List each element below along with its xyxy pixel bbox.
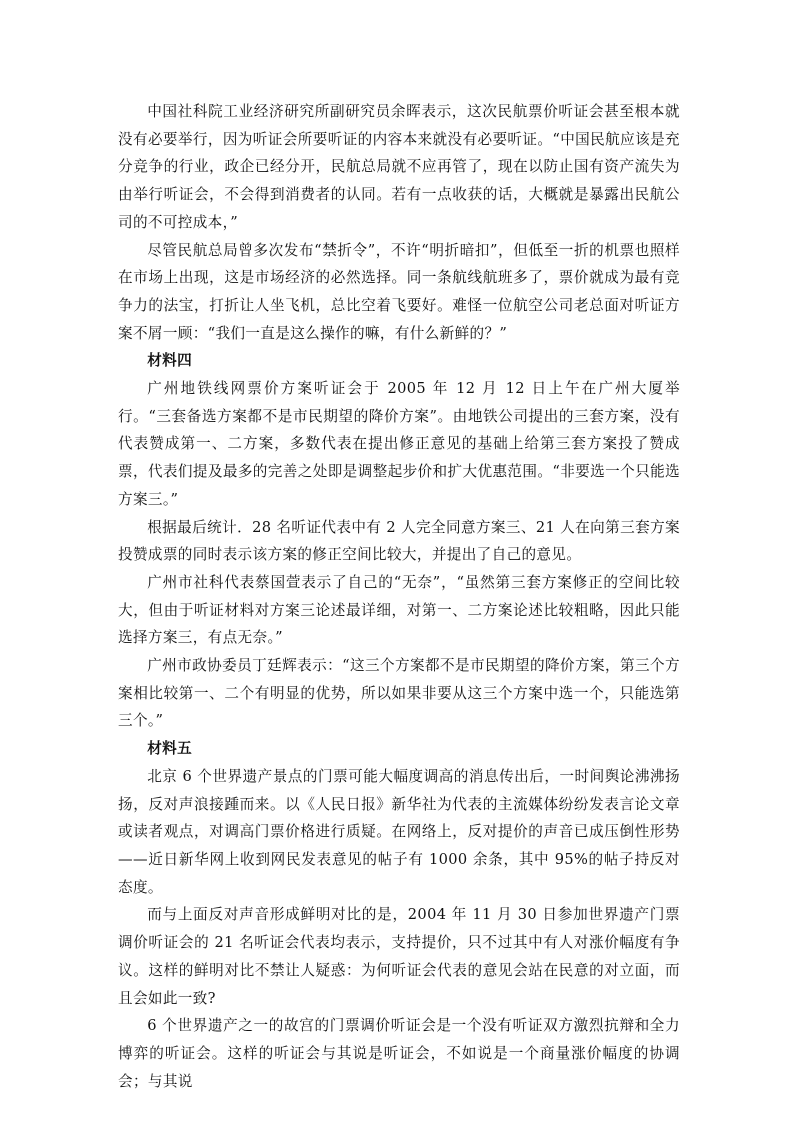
paragraph: 中国社科院工业经济研究所副研究员余晖表示，这次民航票价听证会甚至根本就没有必要举行，因为听证会所要听证的内容本来就没有必要听证。“中国民航应该是充分竞争的行业，政企已经分开，民航总局就不应再管了，现在以防止国有资产流失为由举行听证会，不会得到消费者的认同。若有一点收获的话，大概就是暴露出民航公司的不可控成本，” bbox=[118, 103, 680, 231]
paragraph: 而与上面反对声音形成鲜明对比的是，2004 年 11 月 30 日参加世界遗产门票调价听证会的 21 名听证会代表均表示，支持提价，只不过其中有人对涨价幅度有争议。这样的鲜明对比不禁让人疑惑：为何听证会代表的意见会站在民意的对立面，而且会如此一致? bbox=[118, 906, 680, 1007]
paragraph: 广州市政协委员丁廷辉表示：“这三个方案都不是市民期望的降价方案，第三个方案相比较第一、二个有明显的优势，所以如果非要从这三个方案中选一个，只能选第三个。” bbox=[118, 657, 680, 730]
paragraph: 根据最后统计．28 名听证代表中有 2 人完全同意方案三、21 人在向第三套方案投赞成票的同时表示该方案的修正空间比较大，并提出了自己的意见。 bbox=[118, 518, 680, 564]
paragraph: 广州地铁线网票价方案听证会于 2005 年 12 月 12 日上午在广州大厦举行。“三套备选方案都不是市民期望的降价方案”。由地铁公司提出的三套方案，没有代表赞成第一、二方案，多数代表在提出修正意见的基础上给第三套方案投了赞成票，代表们提及最多的完善之处即是调整起步价和扩大优惠范围。“非要选一个只能选方案三。” bbox=[118, 380, 680, 508]
paragraph: 尽管民航总局曾多次发布“禁折令”，不许“明折暗扣”，但低至一折的机票也照样在市场上出现，这是市场经济的必然选择。同一条航线航班多了，票价就成为最有竞争力的法宝，打折让人坐飞机，总比空着飞要好。难怪一位航空公司老总面对听证方案不屑一顾：“我们一直是这么操作的嘛，有什么新鲜的？” bbox=[118, 241, 680, 342]
paragraph: 广州市社科代表蔡国萱表示了自己的“无奈”，“虽然第三套方案修正的空间比较大，但由于听证材料对方案三论述最详细，对第一、二方案论述比较粗略，因此只能选择方案三，有点无奈。” bbox=[118, 573, 680, 647]
paragraph: 6 个世界遗产之一的故宫的门票调价听证会是一个没有听证双方激烈抗辩和全力博弈的听证会。这样的听证会与其说是听证会，不如说是一个商量涨价幅度的协调会；与其说 bbox=[118, 1017, 680, 1090]
document-page bbox=[118, 98, 680, 1095]
paragraph: 北京 6 个世界遗产景点的门票可能大幅度调高的消息传出后，一时间舆论沸沸扬扬，反对声浪接踵而来。以《人民日报》新华社为代表的主流媒体纷纷发表言论文章或读者观点，对调高门票价格进行质疑。在网络上，反对提价的声音已成压倒性形势——近日新华网上收到网民发表意见的帖子有 1000 余条，其中 95%的帖子持反对态度。 bbox=[118, 767, 680, 896]
section-heading: 材料四 bbox=[147, 352, 193, 370]
section-heading: 材料五 bbox=[147, 740, 193, 758]
